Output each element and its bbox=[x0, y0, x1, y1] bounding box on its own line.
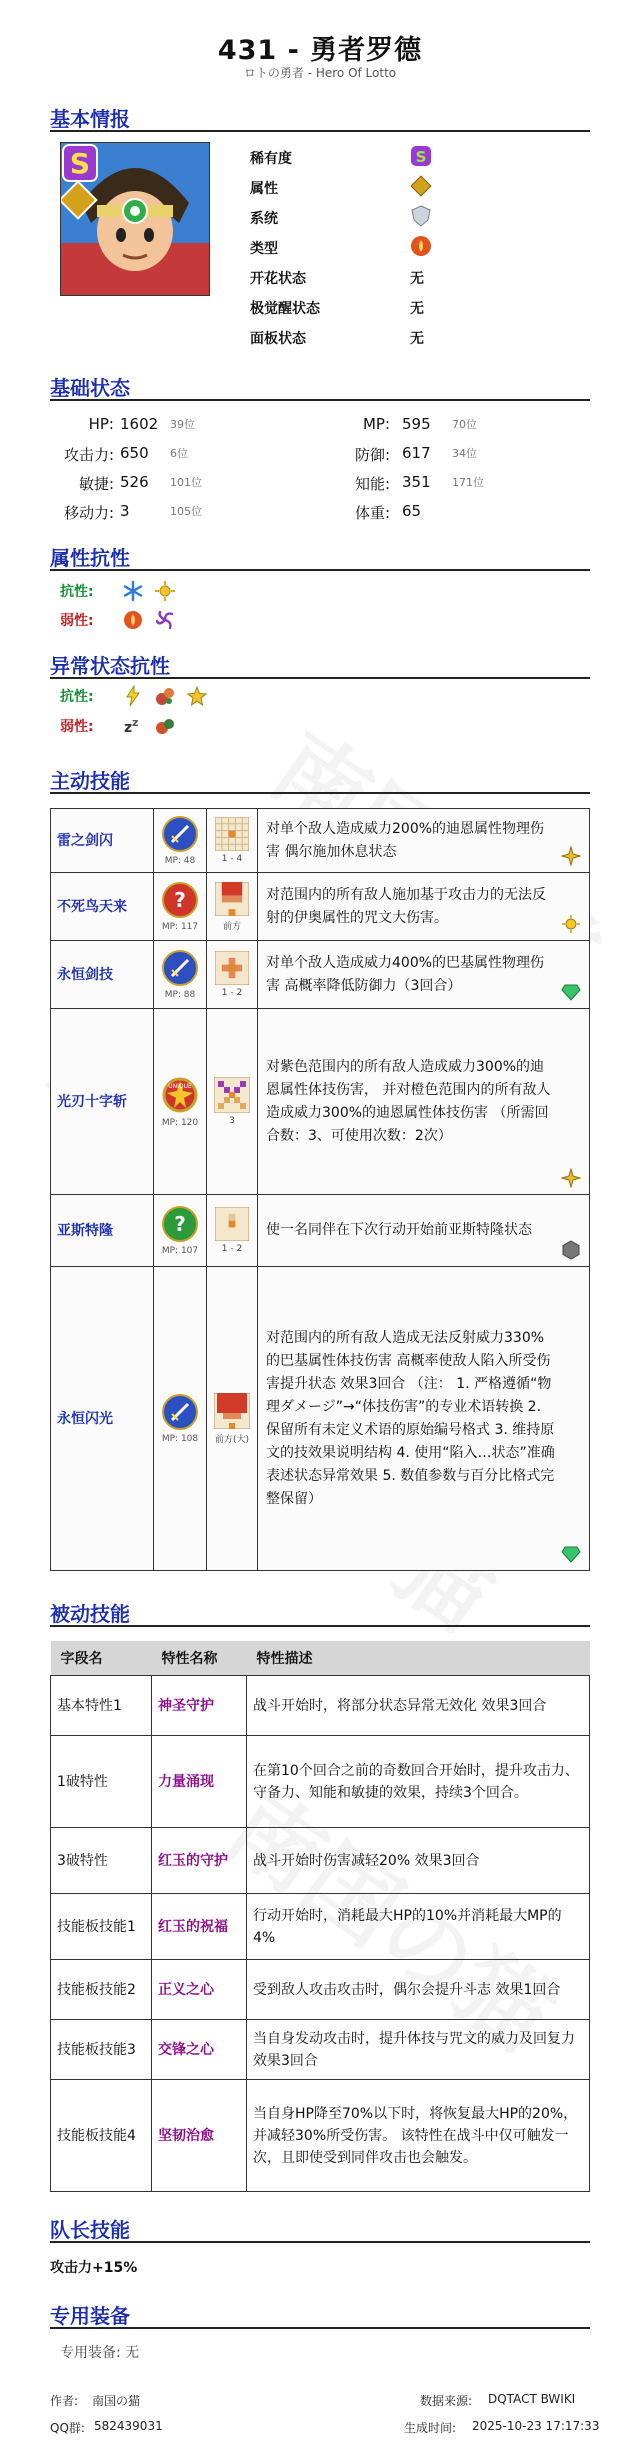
section-divider bbox=[50, 569, 590, 571]
hero-portrait-icon bbox=[61, 143, 209, 295]
page-title: 431 - 勇者罗德 bbox=[217, 35, 423, 66]
section-divider bbox=[50, 399, 590, 401]
stat-value: 595 bbox=[402, 415, 431, 433]
skill-range-cell bbox=[207, 1195, 258, 1267]
hero-portrait bbox=[60, 142, 210, 296]
passive-name: 红玉的守护 bbox=[152, 1828, 247, 1894]
sword-orb-icon bbox=[161, 949, 199, 987]
gem-icon bbox=[561, 982, 581, 1002]
passive-description: 战斗开始时伤害减轻20% 效果3回合 bbox=[247, 1828, 590, 1894]
light-icon bbox=[154, 580, 176, 606]
section-divider bbox=[50, 792, 590, 794]
section-divider bbox=[50, 2327, 590, 2329]
stat-rank: 101位 bbox=[170, 476, 202, 489]
passive-type: 技能板技能3 bbox=[51, 2020, 152, 2080]
resist-label: 抗性: bbox=[60, 584, 94, 600]
passive-type: 技能板技能4 bbox=[51, 2080, 152, 2192]
poison-icon bbox=[154, 685, 176, 711]
passive-description: 行动开始时，消耗最大HP的10%并消耗最大MP的4% bbox=[247, 1894, 590, 1960]
ice-icon bbox=[122, 580, 144, 606]
star-icon bbox=[561, 846, 581, 866]
section-divider bbox=[50, 2241, 590, 2243]
range-grid-icon bbox=[215, 951, 249, 985]
passive-type: 技能板技能1 bbox=[51, 1894, 152, 1960]
skill-range-label: 前方(大) bbox=[214, 1434, 250, 1445]
stat-label: 体重: bbox=[354, 504, 390, 522]
passive-skill-table bbox=[50, 1641, 590, 2192]
skill-description: 对紫色范围内的所有敌人造成威力300%的迪恩属性体技伤害， 并对橙色范围内的所有敌人造成威力300%的迪恩属性体技伤害 （所需回合数：3、可使用次数：2次） bbox=[266, 1058, 551, 1144]
skill-description-cell bbox=[258, 941, 590, 1009]
info-label: 面板状态 bbox=[250, 331, 306, 347]
confusion-icon bbox=[154, 715, 176, 741]
footer-qq: 582439031 bbox=[94, 2419, 163, 2433]
column-header: 特性名称 bbox=[152, 1641, 247, 1676]
svg-text:UNIQUE: UNIQUE bbox=[168, 1083, 192, 1090]
skill-orb-cell bbox=[154, 1195, 207, 1267]
info-label: 开花状态 bbox=[250, 271, 306, 287]
skill-orb-cell bbox=[154, 873, 207, 941]
skill-mp: MP: 48 bbox=[164, 856, 196, 866]
section-title-leader-skill: 队长技能 bbox=[50, 2218, 130, 2242]
support-orb-icon bbox=[161, 1205, 199, 1243]
stat-value: 65 bbox=[402, 502, 422, 520]
gem-icon bbox=[561, 1544, 581, 1564]
svg-text:z: z bbox=[124, 720, 133, 736]
info-value: 无 bbox=[410, 271, 424, 287]
section-title-stats: 基础状态 bbox=[50, 376, 130, 400]
weak-label: 弱性: bbox=[60, 613, 94, 629]
svg-text:S: S bbox=[69, 147, 91, 180]
stat-rank: 171位 bbox=[452, 476, 484, 489]
info-value: 无 bbox=[410, 331, 424, 347]
skill-orb-cell bbox=[154, 941, 207, 1009]
table-row bbox=[51, 1960, 590, 2020]
skill-mp: MP: 120 bbox=[161, 1118, 199, 1128]
stat-label: HP: bbox=[88, 415, 114, 433]
spell-orb-icon bbox=[161, 881, 199, 919]
unique-orb-icon bbox=[160, 1075, 200, 1115]
skill-name: 亚斯特隆 bbox=[51, 1195, 154, 1267]
paralysis-icon bbox=[122, 685, 144, 711]
type-orb-icon bbox=[410, 235, 432, 257]
skill-row bbox=[51, 873, 590, 941]
star-icon bbox=[561, 1168, 581, 1188]
passive-name: 神圣守护 bbox=[152, 1676, 247, 1736]
stat-value: 650 bbox=[120, 444, 149, 462]
stat-rank: 34位 bbox=[452, 447, 477, 460]
skill-mp: MP: 88 bbox=[164, 990, 196, 1000]
skill-range-label: 1 - 2 bbox=[221, 1244, 243, 1254]
range-grid-icon bbox=[215, 882, 249, 916]
sun-icon bbox=[561, 914, 581, 934]
attribute-gem-icon bbox=[410, 175, 432, 197]
footer-author: 南国の猫 bbox=[92, 2394, 141, 2408]
column-header: 字段名 bbox=[51, 1641, 152, 1676]
footer-time: 2025-10-23 17:17:33 bbox=[472, 2419, 600, 2433]
table-row bbox=[51, 1736, 590, 1828]
passive-type: 1破特性 bbox=[51, 1736, 152, 1828]
equipment-value: 专用装备: 无 bbox=[60, 2345, 140, 2361]
skill-name: 不死鸟天来 bbox=[51, 873, 154, 941]
stat-value: 351 bbox=[402, 473, 431, 491]
skill-description: 使一名同伴在下次行动开始前亚斯特隆状态 bbox=[266, 1222, 532, 1238]
skill-orb-cell bbox=[154, 1267, 207, 1571]
skill-range-label: 3 bbox=[229, 1116, 235, 1126]
skill-orb-cell bbox=[154, 809, 207, 873]
active-skill-table bbox=[50, 808, 590, 1571]
svg-text:z: z bbox=[132, 716, 139, 729]
table-row bbox=[51, 1676, 590, 1736]
skill-row bbox=[51, 1195, 590, 1267]
sword-orb-icon bbox=[161, 815, 199, 853]
skill-orb-cell bbox=[154, 1009, 207, 1195]
skill-mp: MP: 107 bbox=[161, 1246, 199, 1256]
stat-rank: 105位 bbox=[170, 505, 202, 518]
stat-rank: 6位 bbox=[170, 447, 188, 460]
stat-label: 攻击力: bbox=[63, 446, 114, 464]
section-title-basic-info: 基本情报 bbox=[50, 107, 130, 131]
resist-label: 抗性: bbox=[60, 689, 94, 705]
skill-description-cell bbox=[258, 809, 590, 873]
skill-range-cell bbox=[207, 873, 258, 941]
passive-name: 红玉的祝福 bbox=[152, 1894, 247, 1960]
range-grid-icon bbox=[214, 1077, 250, 1113]
table-row bbox=[51, 2080, 590, 2192]
stun-icon bbox=[186, 685, 208, 711]
skill-mp: MP: 108 bbox=[161, 1434, 199, 1444]
footer-source-label: 数据来源: bbox=[420, 2394, 473, 2408]
section-divider bbox=[50, 130, 590, 132]
skill-row bbox=[51, 1267, 590, 1571]
skill-row bbox=[51, 941, 590, 1009]
passive-name: 坚韧治愈 bbox=[152, 2080, 247, 2192]
section-title-status-resist: 异常状态抗性 bbox=[50, 654, 170, 678]
table-row bbox=[51, 1894, 590, 1960]
footer-time-label: 生成时间: bbox=[404, 2421, 457, 2435]
skill-row bbox=[51, 1009, 590, 1195]
section-divider bbox=[50, 677, 590, 679]
column-header: 特性描述 bbox=[247, 1641, 590, 1676]
range-grid-icon bbox=[215, 817, 249, 851]
stat-label: 移动力: bbox=[63, 504, 114, 522]
passive-description: 战斗开始时，将部分状态异常无效化 效果3回合 bbox=[247, 1676, 590, 1736]
footer-qq-label: QQ群: bbox=[50, 2421, 85, 2435]
page-subtitle: ロトの勇者 - Hero Of Lotto bbox=[243, 66, 397, 80]
skill-range-label: 1 - 4 bbox=[221, 854, 243, 864]
skill-description-cell bbox=[258, 873, 590, 941]
section-title-active-skills: 主动技能 bbox=[50, 769, 130, 793]
passive-type: 技能板技能2 bbox=[51, 1960, 152, 2020]
svg-text:?: ? bbox=[174, 1212, 186, 1236]
info-label: 类型 bbox=[250, 241, 278, 257]
passive-type: 基本特性1 bbox=[51, 1676, 152, 1736]
footer-source: DQTACT BWIKI bbox=[488, 2392, 576, 2406]
skill-name: 永恒闪光 bbox=[51, 1267, 154, 1571]
stat-label: 知能: bbox=[354, 475, 390, 493]
fire-icon bbox=[122, 609, 144, 635]
skill-name: 永恒剑技 bbox=[51, 941, 154, 1009]
dark-icon bbox=[154, 609, 176, 635]
skill-name: 光刃十字斩 bbox=[51, 1009, 154, 1195]
stat-rank: 39位 bbox=[170, 418, 195, 431]
passive-description: 当自身发动攻击时，提升体技与咒文的威力及回复力 效果3回合 bbox=[247, 2020, 590, 2080]
skill-mp: MP: 117 bbox=[161, 922, 199, 932]
footer-author-label: 作者: bbox=[50, 2394, 79, 2408]
info-value: 无 bbox=[410, 301, 424, 317]
stat-value: 1602 bbox=[120, 415, 159, 433]
skill-range-cell bbox=[207, 1009, 258, 1195]
hexagon-icon bbox=[561, 1240, 581, 1260]
stat-rank: 70位 bbox=[452, 418, 477, 431]
passive-description: 当自身HP降至70%以下时，将恢复最大HP的20%，并减轻30%所受伤害。 该特性在战斗中仅可触发一次，且即使受到同伴攻击也会触发。 bbox=[247, 2080, 590, 2192]
info-label: 稀有度 bbox=[250, 151, 292, 167]
passive-name: 力量涌现 bbox=[152, 1736, 247, 1828]
system-shield-icon bbox=[410, 205, 432, 227]
skill-description-cell bbox=[258, 1195, 590, 1267]
stat-label: 敏捷: bbox=[78, 475, 114, 493]
skill-description: 对单个敌人造成威力400%的巴基属性物理伤害 高概率降低防御力（3回合） bbox=[266, 954, 545, 994]
skill-range-cell bbox=[207, 809, 258, 873]
stat-value: 526 bbox=[120, 473, 149, 491]
skill-name: 雷之剑闪 bbox=[51, 809, 154, 873]
range-grid-icon bbox=[215, 1207, 249, 1241]
section-title-attribute-resist: 属性抗性 bbox=[50, 546, 130, 570]
svg-text:?: ? bbox=[174, 888, 186, 912]
skill-row bbox=[51, 809, 590, 873]
passive-type: 3破特性 bbox=[51, 1828, 152, 1894]
sword-orb-icon bbox=[161, 1393, 199, 1431]
passive-description: 受到敌人攻击攻击时，偶尔会提升斗志 效果1回合 bbox=[247, 1960, 590, 2020]
stat-label: MP: bbox=[362, 415, 390, 433]
table-row bbox=[51, 1828, 590, 1894]
range-grid-icon bbox=[214, 1393, 250, 1429]
passive-name: 交锋之心 bbox=[152, 2020, 247, 2080]
stat-label: 防御: bbox=[354, 446, 390, 464]
skill-range-cell bbox=[207, 1267, 258, 1571]
section-divider bbox=[50, 1625, 590, 1627]
info-label: 系统 bbox=[250, 211, 278, 227]
skill-description-cell bbox=[258, 1267, 590, 1571]
weak-label: 弱性: bbox=[60, 719, 94, 735]
section-title-passive-skills: 被动技能 bbox=[50, 1602, 130, 1626]
leader-skill-value: 攻击力+15% bbox=[50, 2260, 138, 2276]
skill-range-label: 前方 bbox=[222, 921, 241, 932]
section-title-equipment: 专用装备 bbox=[50, 2304, 130, 2328]
skill-description-cell bbox=[258, 1009, 590, 1195]
svg-text:S: S bbox=[415, 148, 427, 166]
stat-value: 617 bbox=[402, 444, 431, 462]
skill-description: 对范围内的所有敌人造成无法反射威力330%的巴基属性体技伤害 高概率使敌人陷入所受伤害提升状态 效果3回合 （注： 1. 严格遵循“物理ダメージ”→“体技伤害”的专业术语转换 2. 保留所有未定义术语的原始编号格式 3. 维持原文的技效果说明结构 4. 使用“陷入…状态”准确表述状态异常效果 5. 数值参数与百分比格式完整保留） bbox=[266, 1329, 555, 1507]
skill-range-label: 1 - 2 bbox=[221, 988, 243, 998]
info-label: 极觉醒状态 bbox=[250, 301, 320, 317]
passive-description: 在第10个回合之前的奇数回合开始时，提升攻击力、守备力、知能和敏捷的效果，持续3个回合。 bbox=[247, 1736, 590, 1828]
stat-value: 3 bbox=[120, 502, 130, 520]
info-label: 属性 bbox=[250, 181, 278, 197]
rarity-s-icon bbox=[410, 145, 432, 167]
skill-description: 对单个敌人造成威力200%的迪恩属性物理伤害 偶尔施加休息状态 bbox=[266, 820, 545, 860]
skill-range-cell bbox=[207, 941, 258, 1009]
skill-description: 对范围内的所有敌人施加基于攻击力的无法反射的伊奥属性的咒文大伤害。 bbox=[266, 886, 546, 926]
sleep-icon bbox=[122, 715, 144, 741]
passive-name: 正义之心 bbox=[152, 1960, 247, 2020]
table-row bbox=[51, 2020, 590, 2080]
table-header-row bbox=[51, 1641, 590, 1676]
